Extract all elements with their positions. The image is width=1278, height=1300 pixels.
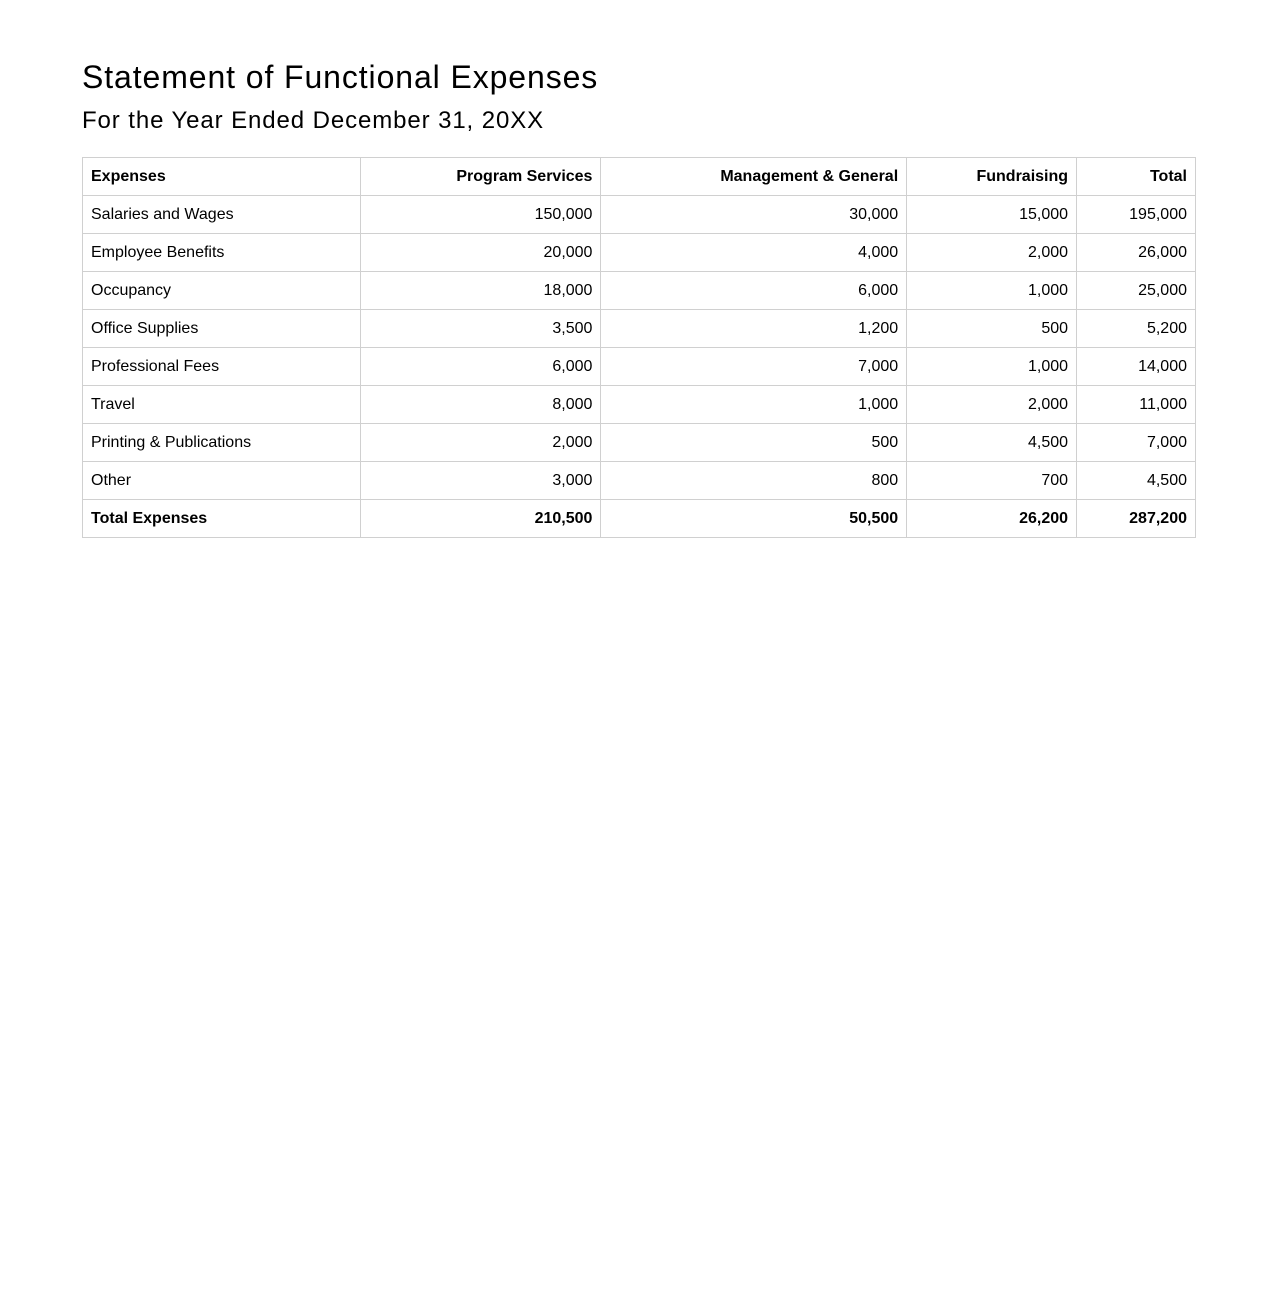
fundraising-value: 500 xyxy=(907,310,1077,348)
program-services-value: 3,000 xyxy=(360,462,601,500)
fundraising-value: 1,000 xyxy=(907,272,1077,310)
management-general-value: 4,000 xyxy=(601,234,907,272)
program-services-value: 6,000 xyxy=(360,348,601,386)
management-general-value: 500 xyxy=(601,424,907,462)
table-row xyxy=(83,462,1196,500)
column-header-expenses: Expenses xyxy=(83,158,361,196)
page-title: Statement of Functional Expenses xyxy=(82,59,599,95)
expense-label: Professional Fees xyxy=(83,348,361,386)
total-value: 5,200 xyxy=(1077,310,1196,348)
column-header-fundraising: Fundraising xyxy=(907,158,1077,196)
fundraising-value: 1,000 xyxy=(907,348,1077,386)
management-general-value: 1,000 xyxy=(601,386,907,424)
page-subtitle: For the Year Ended December 31, 20XX xyxy=(82,107,545,134)
total-value: 14,000 xyxy=(1077,348,1196,386)
expense-label: Salaries and Wages xyxy=(83,196,361,234)
total-expenses-label: Total Expenses xyxy=(83,500,361,538)
fundraising-value: 15,000 xyxy=(907,196,1077,234)
expense-label: Printing & Publications xyxy=(83,424,361,462)
expense-label: Occupancy xyxy=(83,272,361,310)
table-header-row xyxy=(83,158,1196,196)
management-general-value: 30,000 xyxy=(601,196,907,234)
management-general-value: 1,200 xyxy=(601,310,907,348)
table-row xyxy=(83,196,1196,234)
total-value: 26,000 xyxy=(1077,234,1196,272)
program-services-value: 18,000 xyxy=(360,272,601,310)
expense-label: Travel xyxy=(83,386,361,424)
table-row xyxy=(83,272,1196,310)
expense-label: Employee Benefits xyxy=(83,234,361,272)
fundraising-value: 2,000 xyxy=(907,234,1077,272)
grand-total: 287,200 xyxy=(1077,500,1196,538)
fundraising-value: 2,000 xyxy=(907,386,1077,424)
total-value: 25,000 xyxy=(1077,272,1196,310)
expense-label: Other xyxy=(83,462,361,500)
program-services-value: 8,000 xyxy=(360,386,601,424)
total-value: 4,500 xyxy=(1077,462,1196,500)
table-row xyxy=(83,310,1196,348)
total-value: 195,000 xyxy=(1077,196,1196,234)
total-program-services: 210,500 xyxy=(360,500,601,538)
table-row xyxy=(83,386,1196,424)
table-row xyxy=(83,234,1196,272)
management-general-value: 7,000 xyxy=(601,348,907,386)
program-services-value: 2,000 xyxy=(360,424,601,462)
total-value: 11,000 xyxy=(1077,386,1196,424)
fundraising-value: 4,500 xyxy=(907,424,1077,462)
program-services-value: 20,000 xyxy=(360,234,601,272)
total-fundraising: 26,200 xyxy=(907,500,1077,538)
total-expenses-row xyxy=(83,500,1196,538)
total-value: 7,000 xyxy=(1077,424,1196,462)
fundraising-value: 700 xyxy=(907,462,1077,500)
column-header-management-general: Management & General xyxy=(601,158,907,196)
statement-page xyxy=(82,57,1196,527)
functional-expenses-table xyxy=(82,157,1196,538)
total-management-general: 50,500 xyxy=(601,500,907,538)
table-row xyxy=(83,348,1196,386)
table-row xyxy=(83,424,1196,462)
management-general-value: 800 xyxy=(601,462,907,500)
management-general-value: 6,000 xyxy=(601,272,907,310)
program-services-value: 150,000 xyxy=(360,196,601,234)
expense-label: Office Supplies xyxy=(83,310,361,348)
column-header-program-services: Program Services xyxy=(360,158,601,196)
program-services-value: 3,500 xyxy=(360,310,601,348)
column-header-total: Total xyxy=(1077,158,1196,196)
